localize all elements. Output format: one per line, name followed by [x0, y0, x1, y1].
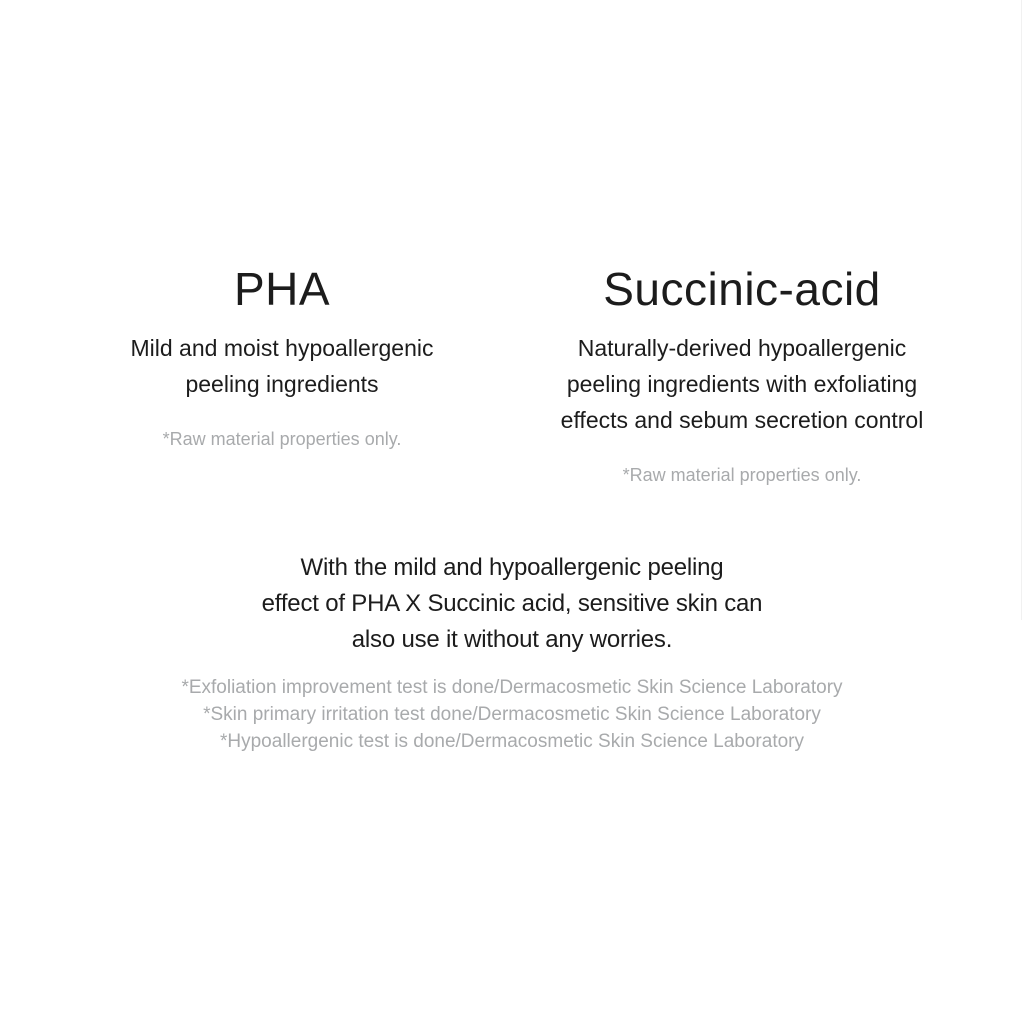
pha-description: Mild and moist hypoallergenic peeling ingredients	[130, 335, 434, 397]
succinic-acid-description: Naturally-derived hypoallergenic peeling ingredients with exfoliating effects and sebum secretion control	[560, 335, 924, 433]
image-edge-line	[1021, 0, 1022, 620]
combined-effect-summary: With the mild and hypoallergenic peeling effect of PHA X Succinic acid, sensitive skin can also use it without any worries.	[261, 554, 763, 653]
pha-disclaimer: *Raw material properties only.	[162, 429, 402, 449]
succinic-acid-title: Succinic-acid	[603, 263, 881, 315]
ingredient-columns	[52, 262, 972, 488]
laboratory-test-footnotes: *Exfoliation improvement test is done/Dermacosmetic Skin Science Laboratory *Skin primary irritation test done/Dermacosmetic Skin Science Laboratory *Hypoallergenic test is done/Dermacosmetic Skin Science Laboratory	[181, 677, 843, 752]
succinic-acid-disclaimer: *Raw material properties only.	[622, 465, 862, 485]
column-pha	[52, 262, 512, 488]
column-succinic-acid	[512, 262, 972, 488]
pha-title: PHA	[233, 263, 331, 315]
